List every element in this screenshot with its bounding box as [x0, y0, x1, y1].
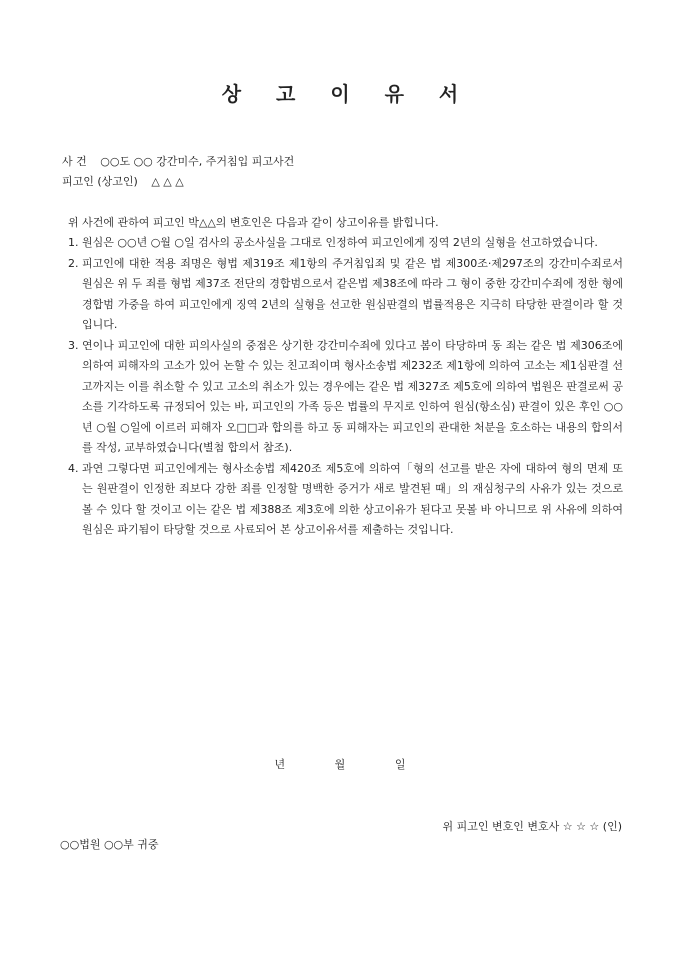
document-title: 상 고 이 유 서	[221, 82, 473, 106]
reason-text: 연이나 피고인에 대한 피의사실의 중점은 상기한 강간미수죄에 있다고 봄이 타당하며 동 죄는 같은 법 제306조에 의하여 피해자의 고소가 있어 논할 수 있는 친고죄이며 형사소송법 제232조 제1항에 의하여 고소는 제1심판결 선고까지는 이를 취소할 수 있고 고소의 취소가 있는 경우에는 같은 법 제327조 제5호에 의하여 법원은 판결로써 공소를 기각하도록 규정되어 있는 바, 피고인의 가족 등은 법률의 무지로 인하여 원심(항소심) 판결이 있은 후인 ○○년 ○월 ○일에 이르러 피해자 오□□과 합의를 하고 동 피해자는 피고인의 관대한 처분을 호소하는 내용의 합의서를 작성, 교부하였습니다(별첨 합의서 참조).	[82, 338, 623, 454]
signature-line: 위 피고인 변호인 변호사 ☆ ☆ ☆ (인)	[442, 820, 622, 833]
reason-item	[68, 336, 623, 459]
date-day: 일	[394, 758, 406, 771]
reason-item	[68, 233, 623, 254]
reason-text: 피고인에 대한 적용 죄명은 형법 제319조 제1항의 주거침입죄 및 같은 법 제300조·제297조의 강간미수죄로서 원심은 위 두 죄를 형법 제37조 전단의 경합범으로서 같은법 제38조에 따라 그 형이 중한 강간미수죄에 정한 형에 경합범 가중을 하여 피고인에게 징역 2년의 실형을 선고한 원심판결의 법률적용은 지극히 타당한 판결이라 할 것입니다.	[82, 256, 623, 331]
reason-text: 과연 그렇다면 피고인에게는 형사소송법 제420조 제5호에 의하여「형의 선고를 받은 자에 대하여 형의 면제 또는 원판결이 인정한 죄보다 강한 죄를 인정할 명백한 증거가 새로 발견된 때」의 재심청구의 사유가 있는 것으로 볼 수 있다 할 것이고 이는 같은 법 제388조 제3호에 의한 상고이유가 된다고 못볼 바 아니므로 위 사유에 의하여 원심은 파기됨이 타당할 것으로 사료되어 본 상고이유서를 제출하는 것입니다.	[82, 461, 623, 536]
case-line	[62, 152, 294, 172]
reason-item	[68, 254, 623, 336]
reason-number: 2.	[68, 256, 79, 270]
case-value: ○○도 ○○ 강간미수, 주거침입 피고사건	[100, 155, 295, 168]
reasons-list	[68, 233, 623, 541]
intro-paragraph: 위 사건에 관하여 피고인 박△△의 변호인은 다음과 같이 상고이유를 밝힙니다.	[68, 216, 439, 229]
reason-item	[68, 459, 623, 541]
reason-number: 1.	[68, 236, 79, 249]
case-label: 사 건	[62, 155, 87, 168]
court-addressee: ○○법원 ○○부 귀중	[60, 838, 159, 851]
date-month: 월	[334, 758, 346, 771]
defendant-label: 피고인 (상고인)	[62, 175, 138, 188]
date-year: 년	[274, 758, 286, 771]
date-line	[0, 756, 680, 772]
reason-number: 4.	[68, 461, 79, 475]
reason-text: 원심은 ○○년 ○월 ○일 검사의 공소사실을 그대로 인정하여 피고인에게 징역 2년의 실형을 선고하였습니다.	[82, 236, 598, 249]
defendant-value: △ △ △	[151, 175, 184, 188]
reason-number: 3.	[68, 338, 79, 352]
defendant-line	[62, 172, 184, 192]
